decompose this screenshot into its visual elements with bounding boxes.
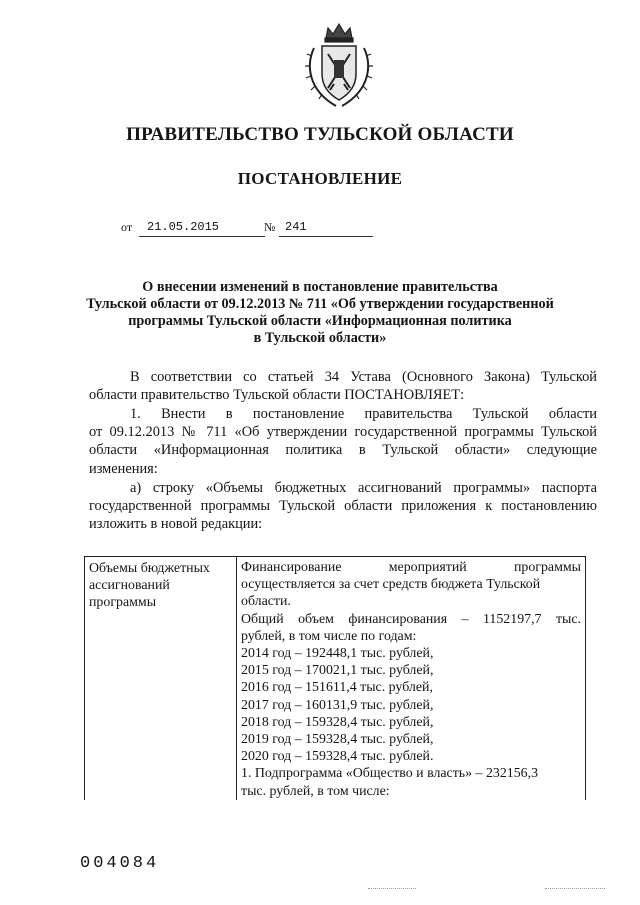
subject-line: О внесении изменений в постановление правительства: [142, 279, 498, 295]
budget-table: [84, 556, 586, 800]
text-line: области правительство Тульской области ПОСТАНОВЛЯЕТ:: [89, 387, 465, 404]
cell-line: Общий объем финансирования – 1152197,7 тыс.: [241, 611, 581, 627]
text-line: изменения:: [89, 460, 158, 477]
text-line: а) строку «Объемы бюджетных ассигнований программы» паспорта: [130, 480, 597, 496]
decree-number: 241: [285, 220, 307, 234]
cell-line: 2019 год – 159328,4 тыс. рублей,: [241, 732, 434, 748]
document-type: ПОСТАНОВЛЕНИЕ: [237, 169, 403, 188]
decree-date: 21.05.2015: [147, 220, 220, 234]
subject-line: в Тульской области»: [253, 330, 387, 346]
text-line: В соответствии со статьей 34 Устава (Основного Закона) Тульской: [130, 369, 597, 385]
date-prefix: от: [121, 220, 133, 234]
text-line: 1. Внести в постановление правительства Тульской области: [130, 406, 597, 422]
scan-mark: [545, 888, 605, 889]
cell-line: 2015 год – 170021,1 тыс. рублей,: [241, 663, 434, 679]
cell-line: 2014 год – 192448,1 тыс. рублей,: [241, 646, 434, 662]
cell-line: 2020 год – 159328,4 тыс. рублей.: [241, 749, 434, 765]
subject-line: Тульской области от 09.12.2013 № 711 «Об утверждении государственной: [86, 296, 554, 312]
cell-line: тыс. рублей, в том числе:: [241, 783, 390, 799]
government-name: ПРАВИТЕЛЬСТВО ТУЛЬСКОЙ ОБЛАСТИ: [126, 124, 514, 145]
scan-mark: [368, 888, 416, 889]
cell-line: ассигнований: [89, 578, 170, 594]
text-line: изложить в новой редакции:: [89, 516, 263, 533]
paragraph-preamble: [89, 368, 597, 404]
table-cell-label: [85, 557, 237, 800]
cell-line: осуществляется за счет средств бюджета Тульской: [241, 577, 541, 593]
cell-line: 2016 год – 151611,4 тыс. рублей,: [241, 680, 433, 696]
text-line: государственной программы Тульской области приложения к постановлению: [89, 498, 597, 515]
subject-line: программы Тульской области «Информационная политика: [128, 313, 512, 329]
cell-line: Объемы бюджетных: [89, 561, 210, 576]
text-line: от 09.12.2013 № 711 «Об утверждении государственной программы Тульской: [89, 424, 597, 441]
number-prefix: №: [264, 220, 276, 234]
cell-line: рублей, в том числе по годам:: [241, 628, 417, 644]
cell-line: области.: [241, 594, 291, 610]
decree-subject: [0, 279, 640, 347]
cell-line: 2018 год – 159328,4 тыс. рублей,: [241, 714, 434, 730]
table-row: [85, 557, 586, 800]
serial-number: 004084: [80, 854, 160, 873]
paragraph-item-a: [89, 479, 597, 534]
text-line: области «Информационная политика в Тульской области» следующие: [89, 442, 597, 459]
cell-line: программы: [89, 595, 157, 611]
paragraph-item-1: [89, 405, 597, 478]
coat-of-arms-icon: [300, 20, 378, 110]
cell-line: 1. Подпрограмма «Общество и власть» – 232156,3: [241, 766, 539, 782]
cell-line: Финансирование мероприятий программы: [241, 560, 581, 575]
cell-line: 2017 год – 160131,9 тыс. рублей,: [241, 697, 434, 713]
table-cell-value: [237, 557, 586, 800]
